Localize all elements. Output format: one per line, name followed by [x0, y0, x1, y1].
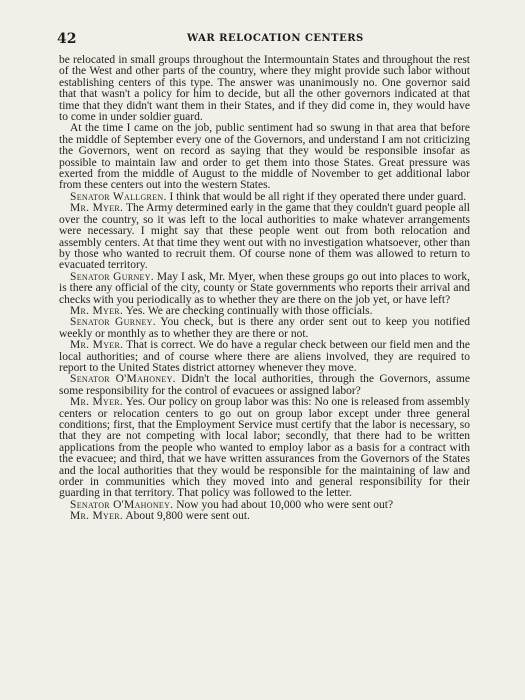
running-head: WAR RELOCATION CENTERS: [187, 33, 364, 44]
paragraph: [59, 340, 470, 374]
paragraph: [59, 55, 470, 123]
speaker-name: Mr. Myer.: [70, 202, 124, 215]
speaker-name: Senator Gurney.: [70, 270, 154, 283]
speaker-name: Mr. Myer.: [70, 304, 124, 317]
paragraph: [59, 317, 470, 340]
paragraph: [59, 511, 470, 522]
paragraph-text: I think that would be all right if they operated there under guard.: [166, 190, 467, 203]
speaker-name: Mr. Myer.: [70, 396, 124, 409]
paragraph-text: Didn't the local authorities, through the Governors, assume some responsibility for the control of evacuees or assigned labor?: [59, 373, 470, 397]
paragraph-text: At the time I came on the job, public sentiment had so swung in that area that before the middle of September every one of the Governors, and understand I am not criticizing the Governors, went on record as saying that they would be responsible insofar as possible to maintain law and order to get them into those States. Great pressure was exerted from the middle of August to the middle of November to get additional labor from these centers out into the western States.: [59, 122, 470, 192]
paragraph: [59, 374, 470, 397]
paragraph-text: You check, but is there any order sent out to keep you notified weekly or monthly as to whether they are there or not.: [59, 316, 470, 340]
paragraph-text: About 9,800 were sent out.: [123, 510, 250, 523]
paragraph-text: be relocated in small groups throughout the Intermountain States and throughout the rest of the West and other parts of the country, where they might provide such labor without establishing centers of this type. The answer was unanimously no. One governor said that that wasn't a policy for him to decide, but all the other governors indicated at that time that they didn't want them in their States, and if they did come in, they would have to come in under soldier guard.: [59, 54, 470, 124]
speaker-name: Senator O'Mahoney.: [70, 498, 174, 511]
speaker-name: Senator O'Mahoney.: [70, 373, 176, 386]
page-number: 42: [57, 31, 77, 47]
paragraph: [59, 397, 470, 500]
paragraph: [59, 272, 470, 306]
paragraph-text: That is correct. We do have a regular check between our field men and the local authorities; and of course where there are aliens involved, they are required to report to the United States district attorney whenever they move.: [59, 339, 470, 374]
paragraph: [59, 123, 470, 191]
speaker-name: Senator Wallgren.: [70, 190, 167, 203]
speaker-name: Mr. Myer.: [70, 339, 124, 352]
page-header: [57, 31, 467, 49]
paragraph: [59, 203, 470, 271]
paragraph-text: The Army determined early in the game that they couldn't guard people all over the country, so it was left to the local authorities to make whatever arrangements were necessary. I might say that these people went out from both relocation and assembly centers. At that time they went out with no investigation whatsoever, other than by those who wanted to recruit them. Of course none of them was allowed to return to evacuated territory.: [59, 202, 470, 272]
paragraph-text: Yes. Our policy on group labor was this: No one is released from assembly centers or relocation centers to go out on group labor except under three general conditions; first, that the Employment Service must certify that the labor is necessary, so that they are not competing with local labor; secondly, that there had to be written applications from the people who wanted to employ labor as a basis for a contract with the evacuee; and third, that we have written assurances from the Governors of the States and the local authorities that they would be responsible for the maintaining of law and order in communities which they moved into and general responsibility for their guarding in that territory. That policy was followed to the letter.: [59, 396, 470, 500]
paragraph-text: Now you had about 10,000 who were sent out?: [173, 498, 394, 511]
speaker-name: Mr. Myer.: [70, 510, 124, 523]
speaker-name: Senator Gurney.: [70, 316, 156, 329]
paragraph-text: Yes. We are checking continually with those officials.: [123, 304, 373, 317]
body-text: [59, 55, 470, 523]
paragraph-text: May I ask, Mr. Myer, when these groups go out into places to work, is there any official of the city, county or State governments who reports their arrival and checks with you periodically as to whether they are there on the job yet, or have left?: [59, 270, 470, 306]
